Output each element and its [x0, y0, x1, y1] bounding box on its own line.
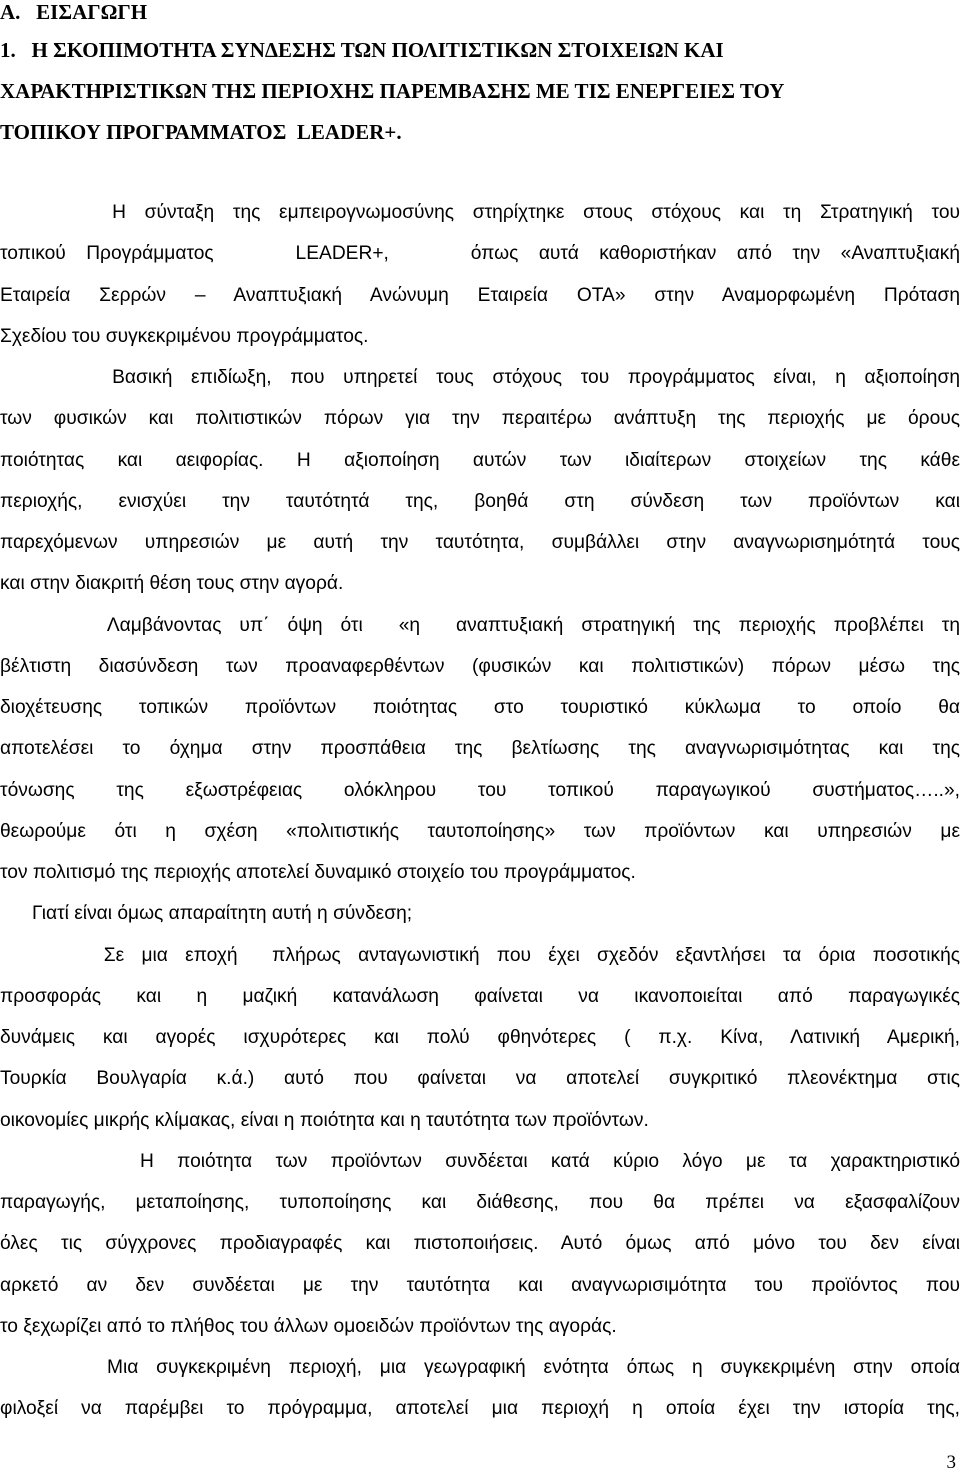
body-line: Τουρκία Βουλγαρία κ.ά.) αυτό που φαίνεται να αποτελεί συγκριτικό πλεονέκτημα στις — [0, 1068, 960, 1089]
body-line: αρκετό αν δεν συνδέεται με την ταυτότητα και αναγνωρισιμότητα του προϊόντος που — [0, 1275, 960, 1296]
body-line: τοπικού Προγράμματος LEADER+, όπως αυτά καθοριστήκαν από την «Αναπτυξιακή — [0, 243, 960, 264]
body-line: αποτελέσει το όχημα στην προσπάθεια της βελτίωσης της αναγνωρισιμότητας και της — [0, 738, 960, 759]
body-line: των φυσικών και πολιτιστικών πόρων για την περαιτέρω ανάπτυξη της περιοχής με όρους — [0, 408, 960, 429]
body-line: θεωρούμε ότι η σχέση «πολιτιστικής ταυτοποίησης» των προϊόντων και υπηρεσιών με — [0, 821, 960, 842]
body-line: τον πολιτισμό της περιοχής αποτελεί δυναμικό στοιχείο του προγράμματος. — [0, 862, 636, 883]
body-line: Εταιρεία Σερρών – Αναπτυξιακή Ανώνυμη Εταιρεία ΟΤΑ» στην Αναμορφωμένη Πρόταση — [0, 285, 960, 306]
body-line: ποιότητας και αειφορίας. Η αξιοποίηση αυτών των ιδιαίτερων στοιχείων της κάθε — [0, 450, 960, 471]
subheading-line: ΧΑΡΑΚΤΗΡΙΣΤΙΚΩΝ ΤΗΣ ΠΕΡΙΟΧΗΣ ΠΑΡΕΜΒΑΣΗΣ ΜΕ ΤΙΣ ΕΝΕΡΓΕΙΕΣ ΤΟΥ — [0, 79, 785, 103]
body-line: διοχέτευσης τοπικών προϊόντων ποιότητας στο τουριστικό κύκλωμα το οποίο θα — [0, 697, 960, 718]
body-line: προσφοράς και η μαζική κατανάλωση φαίνεται να ικανοποιείται από παραγωγικές — [0, 986, 960, 1007]
subheading-line: ΤΟΠΙΚΟΥ ΠΡΟΓΡΑΜΜΑΤΟΣ LEADER+. — [0, 120, 402, 144]
page-number: 3 — [946, 1452, 956, 1473]
body-line: όλες τις σύγχρονες προδιαγραφές και πιστοποιήσεις. Αυτό όμως από μόνο του δεν είναι — [0, 1233, 960, 1254]
body-line: τόνωσης της εξωστρέφειας ολόκληρου του τοπικού παραγωγικού συστήματος…..», — [0, 780, 960, 801]
body-line: Σχεδίου του συγκεκριμένου προγράμματος. — [0, 326, 369, 347]
body-line: φιλοξεί να παρέμβει το πρόγραμμα, αποτελεί μια περιοχή η οποία έχει την ιστορία της, — [0, 1398, 960, 1419]
body-line: Γιατί είναι όμως απαραίτητη αυτή η σύνδεση; — [0, 903, 413, 924]
body-line: παραγωγής, μεταποίησης, τυποποίησης και διάθεσης, που θα πρέπει να εξασφαλίζουν — [0, 1192, 960, 1213]
section-heading: A. ΕΙΣΑΓΩΓΗ — [0, 0, 148, 24]
body-line: Λαμβάνοντας υπ΄ όψη ότι «η αναπτυξιακή στρατηγική της περιοχής προβλέπει τη — [0, 615, 960, 636]
body-line: το ξεχωρίζει από το πλήθος του άλλων ομοειδών προϊόντων της αγοράς. — [0, 1316, 617, 1337]
body-line: Βασική επιδίωξη, που υπηρετεί τους στόχους του προγράμματος είναι, η αξιοποίηση — [0, 367, 960, 388]
body-line: βέλτιστη διασύνδεση των προαναφερθέντων (φυσικών και πολιτιστικών) πόρων μέσω της — [0, 656, 960, 677]
body-line: Μια συγκεκριμένη περιοχή, μια γεωγραφική ενότητα όπως η συγκεκριμένη στην οποία — [0, 1357, 960, 1378]
body-line: περιοχής, ενισχύει την ταυτότητά της, βοηθά στη σύνδεση των προϊόντων και — [0, 491, 960, 512]
body-line: και στην διακριτή θέση τους στην αγορά. — [0, 573, 344, 594]
body-line: δυνάμεις και αγορές ισχυρότερες και πολύ φθηνότερες ( π.χ. Κίνα, Λατινική Αμερική, — [0, 1027, 960, 1048]
body-line: οικονομίες μικρής κλίμακας, είναι η ποιότητα και η ταυτότητα των προϊόντων. — [0, 1110, 649, 1131]
body-line: Σε μια εποχή πλήρως ανταγωνιστική που έχει σχεδόν εξαντλήσει τα όρια ποσοτικής — [0, 945, 960, 966]
subheading-line: 1. Η ΣΚΟΠΙΜΟΤΗΤΑ ΣΥΝΔΕΣΗΣ ΤΩΝ ΠΟΛΙΤΙΣΤΙΚΩΝ ΣΤΟΙΧΕΙΩΝ ΚΑΙ — [0, 38, 724, 62]
body-line: Η σύνταξη της εμπειρογνωμοσύνης στηρίχτηκε στους στόχους και τη Στρατηγική του — [0, 202, 960, 223]
body-line: Η ποιότητα των προϊόντων συνδέεται κατά κύριο λόγο με τα χαρακτηριστικό — [0, 1151, 960, 1172]
body-line: παρεχόμενων υπηρεσιών με αυτή την ταυτότητα, συμβάλλει στην αναγνωρισημότητά τους — [0, 532, 960, 553]
